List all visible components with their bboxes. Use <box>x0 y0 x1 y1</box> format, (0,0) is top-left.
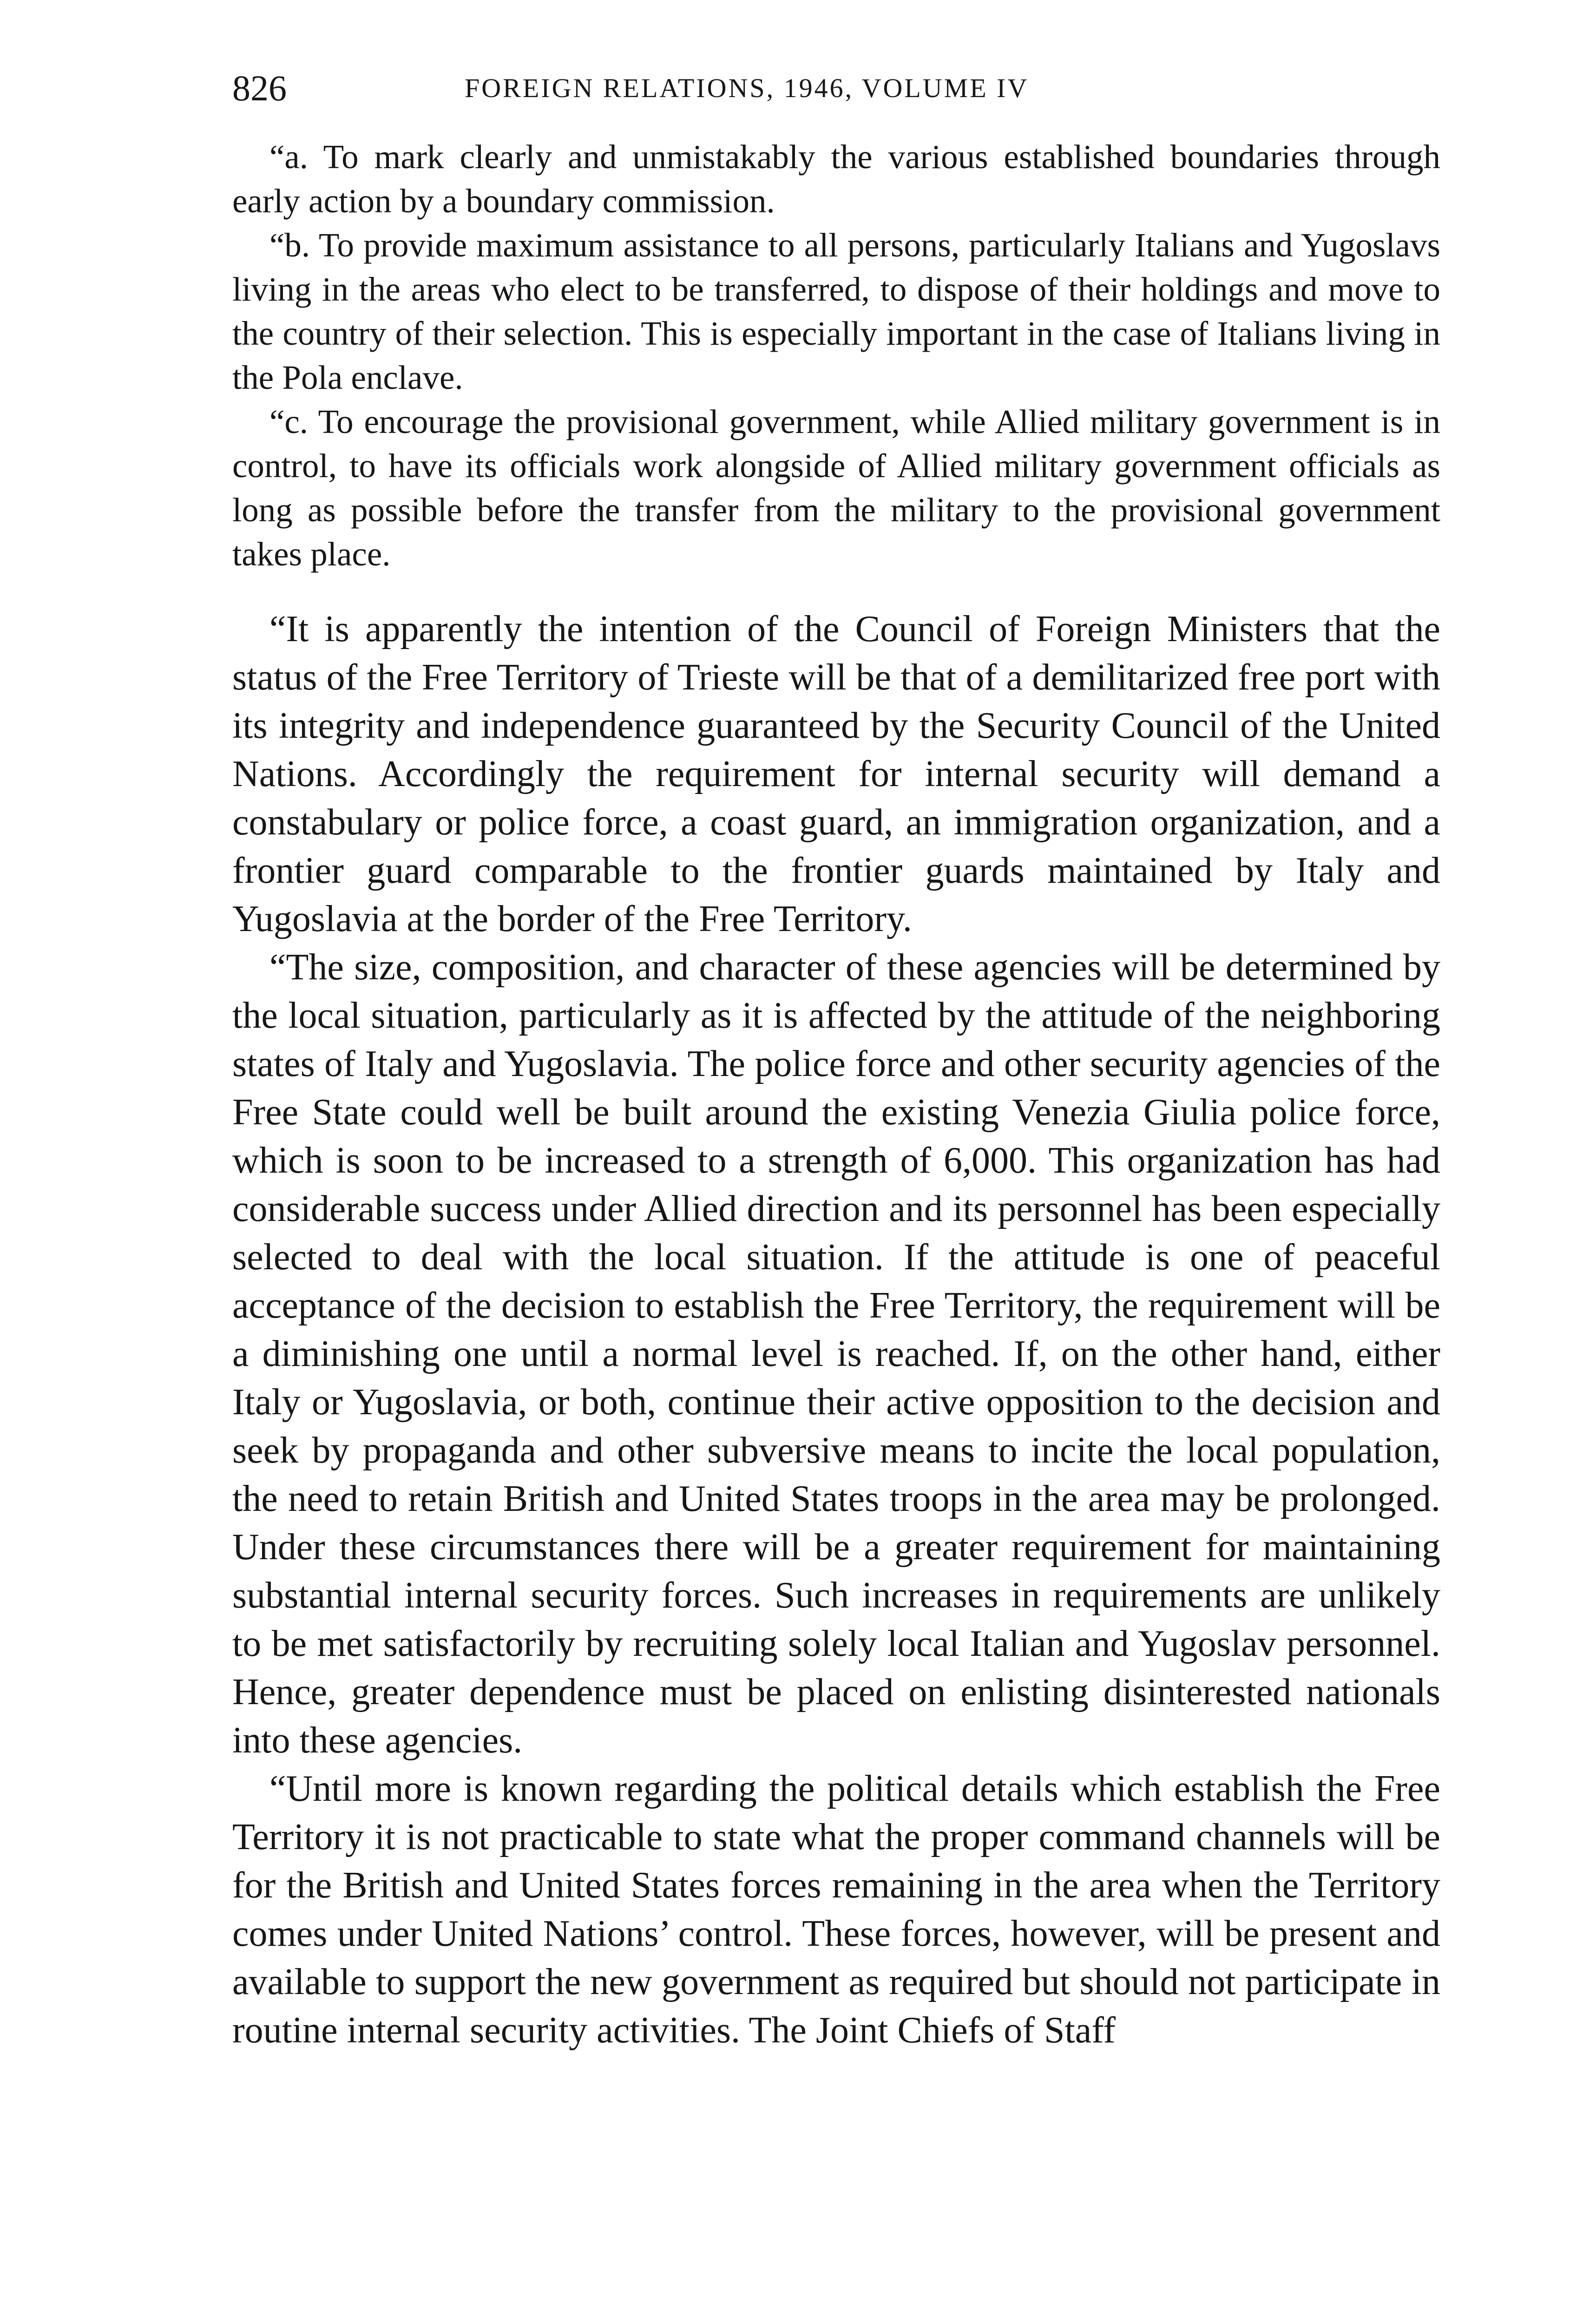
document-body <box>232 135 1440 2054</box>
page-header <box>232 60 1217 116</box>
body-paragraph-2: “The size, composition, and character of these agencies will be determined by the local situation, particularly as it is affected by the attitude of the neighboring states of Italy and Yugoslavia. The police force and other security agencies of the Free State could well be built around the existing Venezia Giulia police force, which is soon to be increased to a strength of 6,000. This organization has had considerable success under Allied direction and its personnel has been especially selected to deal with the local situation. If the attitude is one of peaceful acceptance of the decision to establish the Free Territory, the requirement will be a diminishing one until a normal level is reached. If, on the other hand, either Italy or Yugoslavia, or both, continue their active opposition to the decision and seek by propaganda and other subversive means to incite the local population, the need to retain British and United States troops in the area may be prolonged. Under these circumstances there will be a greater requirement for maintaining substantial internal security forces. Such increases in requirements are unlikely to be met satisfactorily by recruiting solely local Italian and Yugoslav personnel. Hence, greater dependence must be placed on enlisting disinterested nationals into these agencies. <box>232 947 1440 1761</box>
section-gap <box>232 576 1440 605</box>
body-paragraph-1: “It is apparently the intention of the Council of Foreign Ministers that the status of the Free Territory of Trieste will be that of a demilitarized free port with its integrity and independence guaranteed by the Security Council of the United Nations. Accordingly the requirement for internal security will demand a constabulary or police force, a coast guard, an immigration organization, and a frontier guard comparable to the frontier guards maintained by Italy and Yugoslavia at the border of the Free Territory. <box>232 609 1440 939</box>
list-item-b: “b. To provide maximum assistance to all persons, particularly Italians and Yugoslavs living in the areas who elect to be transferred, to dispose of their holdings and move to the country of their selection. This is especially important in the case of Italians living in the Pola enclave. <box>232 226 1440 396</box>
running-head: FOREIGN RELATIONS, 1946, VOLUME IV <box>465 73 1029 103</box>
list-item-c: “c. To encourage the provisional government, while Allied military government is in control, to have its officials work alongside of Allied military government officials as long as possible before the transfer from the military to the provisional government takes place. <box>232 403 1440 573</box>
body-paragraph-3: “Until more is known regarding the political details which establish the Free Territory it is not practicable to state what the proper command channels will be for the British and United States forces remaining in the area when the Territory comes under United Nations’ control. These forces, however, will be present and available to support the new government as required but should not participate in routine internal security activities. The Joint Chiefs of Staff <box>232 1768 1440 2051</box>
list-item-a: “a. To mark clearly and unmistakably the various established boundaries through early action by a boundary commission. <box>232 138 1440 220</box>
page-number: 826 <box>232 68 287 108</box>
